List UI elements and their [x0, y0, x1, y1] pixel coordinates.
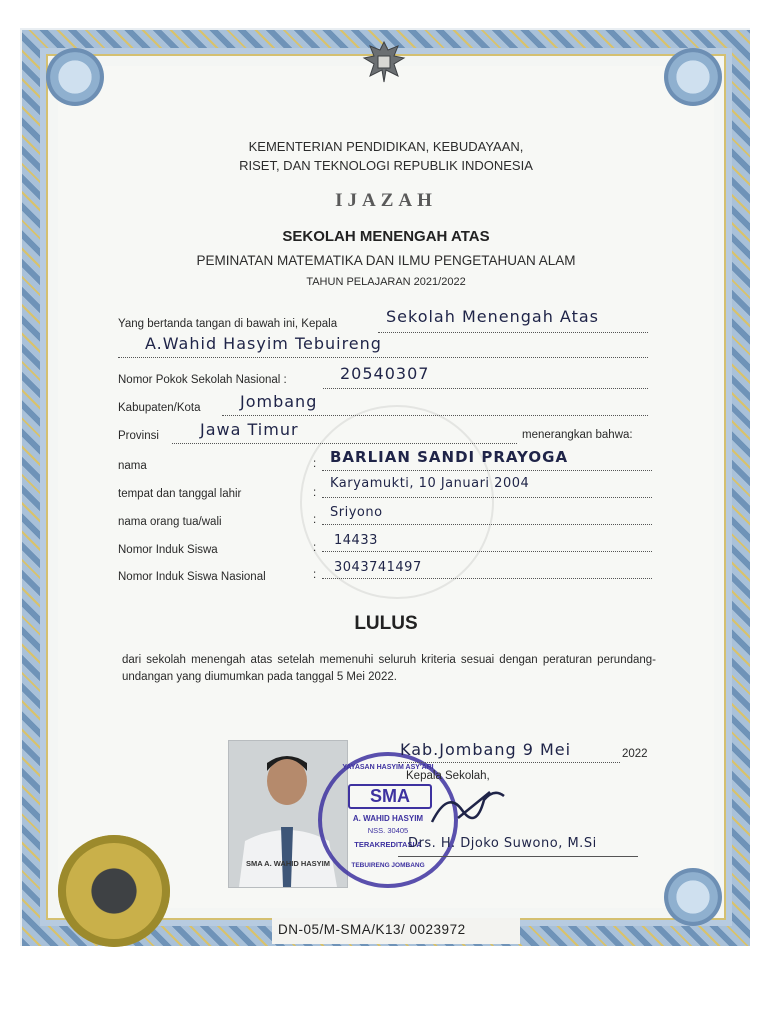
stamp-line-2: NSS. 30405	[367, 826, 409, 835]
states-label: menerangkan bahwa:	[522, 429, 633, 441]
ministry-line-2: RISET, DAN TEKNOLOGI REPUBLIK INDONESIA	[239, 158, 533, 173]
dotted-line	[222, 415, 648, 416]
corner-ornament-top-left	[46, 48, 104, 106]
school-level-title: SEKOLAH MENENGAH ATAS	[282, 228, 490, 245]
nis-value: 14433	[334, 533, 378, 548]
city-value: Jombang	[240, 392, 318, 411]
province-value: Jawa Timur	[200, 420, 299, 439]
result-statement: dari sekolah menengah atas setelah memenuhi seluruh kriteria sesuai dengan peraturan perundang-undangan yang diumumkan pada tanggal 5 Mei 2022.	[122, 654, 656, 683]
academic-year: TAHUN PELAJARAN 2021/2022	[306, 276, 466, 288]
photo-caption: SMA A. WAHID HASYIM	[245, 859, 331, 868]
ministry-line-1: KEMENTERIAN PENDIDIKAN, KEBUDAYAAN,	[248, 139, 524, 154]
garuda-emblem-icon	[358, 36, 410, 88]
stamp-center: SMA	[348, 784, 432, 809]
intro-label: Yang bertanda tangan di bawah ini, Kepala	[118, 318, 338, 330]
nisn-label: Nomor Induk Siswa Nasional	[118, 571, 266, 583]
corner-ornament-bottom-right	[664, 868, 722, 926]
nis-label: Nomor Induk Siswa	[118, 544, 218, 556]
dotted-line	[398, 762, 620, 763]
result-status: LULUS	[354, 613, 418, 634]
signature-scribble-icon	[428, 782, 508, 834]
dotted-line	[322, 578, 652, 579]
school-name-part2: A.Wahid Hasyim Tebuireng	[145, 334, 382, 353]
nisn-value: 3043741497	[334, 560, 422, 575]
stamp-line-1: A. WAHID HASYIM	[352, 814, 424, 823]
principal-role: Kepala Sekolah,	[406, 770, 490, 782]
student-name-value: BARLIAN SANDI PRAYOGA	[330, 448, 569, 466]
principal-name: Drs. H. Djoko Suwono, M.Si	[408, 836, 597, 851]
corner-ornament-top-right	[664, 48, 722, 106]
colon: :	[313, 487, 317, 499]
birth-value: Karyamukti, 10 Januari 2004	[330, 476, 530, 491]
dotted-line	[323, 388, 648, 389]
dotted-line	[172, 443, 517, 444]
signature-year: 2022	[622, 748, 648, 760]
dotted-line	[322, 551, 652, 552]
parent-label: nama orang tua/wali	[118, 516, 222, 528]
province-label: Provinsi	[118, 430, 159, 442]
signature-line	[398, 856, 638, 857]
gold-hologram-seal	[58, 835, 170, 947]
city-label: Kabupaten/Kota	[118, 402, 201, 414]
document-title: IJAZAH	[335, 190, 437, 211]
stamp-bottom-text: TEBUIRENG JOMBANG	[351, 862, 425, 869]
dotted-line	[322, 470, 652, 471]
npsn-label: Nomor Pokok Sekolah Nasional :	[118, 374, 287, 386]
serial-number: DN-05/M-SMA/K13/ 0023972	[278, 922, 466, 937]
parent-value: Sriyono	[330, 505, 383, 520]
colon: :	[313, 458, 317, 470]
colon: :	[313, 542, 317, 554]
signature-place-date: Kab.Jombang 9 Mei	[400, 740, 572, 759]
stamp-line-3: TERAKREDITASI A	[354, 840, 422, 849]
school-name-part1: Sekolah Menengah Atas	[386, 307, 599, 326]
student-name-label: nama	[118, 460, 147, 472]
dotted-line	[322, 497, 652, 498]
colon: :	[313, 514, 317, 526]
dotted-line	[322, 524, 652, 525]
dotted-line	[118, 357, 648, 358]
colon: :	[313, 569, 317, 581]
program-title: PEMINATAN MATEMATIKA DAN ILMU PENGETAHUAN ALAM	[196, 253, 576, 268]
stamp-outer-text: YAYASAN HASYIM ASY'ARI	[342, 764, 434, 771]
dotted-line	[378, 332, 648, 333]
birth-label: tempat dan tanggal lahir	[118, 488, 242, 500]
npsn-value: 20540307	[340, 364, 430, 383]
